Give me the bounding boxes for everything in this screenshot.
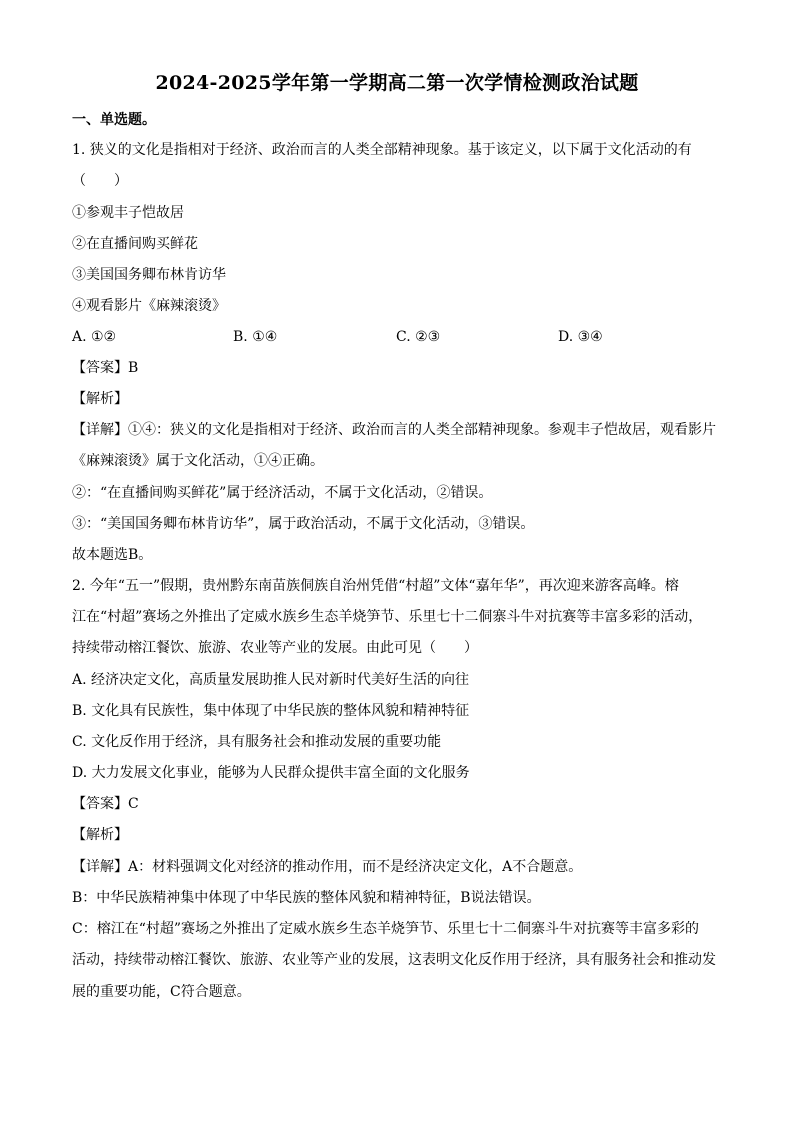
q2-option-c: C. 文化反作用于经济，具有服务社会和推动发展的重要功能 [72, 734, 442, 750]
q2-detail-line-1: 【详解】A：材料强调文化对经济的推动作用，而不是经济决定文化，A不合题意。 [72, 859, 583, 875]
q2-stem-line-3: 持续带动榕江餐饮、旅游、农业等产业的发展。由此可见（ ） [72, 640, 478, 656]
q1-item-1: ①参观丰子恺故居 [72, 205, 184, 221]
q2-option-d: D. 大力发展文化事业，能够为人民群众提供丰富全面的文化服务 [72, 765, 470, 781]
q2-detail-line-4: 活动，持续带动榕江餐饮、旅游、农业等产业的发展，这表明文化反作用于经济，具有服务社会和推动发 [72, 952, 716, 968]
q1-stem-line-2: （ ） [72, 173, 128, 189]
q2-stem-line-1: 2. 今年“五一”假期，贵州黔东南苗族侗族自治州凭借“村超”文体“嘉年华”，再次迎来游客高峰。榕 [72, 578, 679, 594]
q2-detail-line-3: C：榕江在“村超”赛场之外推出了定威水族乡生态羊烧笋节、乐里七十二侗寨斗牛对抗赛等丰富多彩的 [72, 921, 700, 937]
q2-detail-line-5: 展的重要功能，C符合题意。 [72, 984, 251, 1000]
q1-item-3: ③美国国务卿布林肯访华 [72, 267, 226, 283]
q2-detail-line-2: B：中华民族精神集中体现了中华民族的整体风貌和精神特征，B说法错误。 [72, 890, 541, 906]
q1-option-c: C. ②③ [396, 329, 441, 345]
q1-option-d: D. ③④ [558, 329, 603, 345]
q1-detail-line-3: ②：“在直播间购买鲜花”属于经济活动，不属于文化活动，②错误。 [72, 485, 493, 501]
q1-answer: 【答案】B [72, 360, 139, 376]
q1-detail-line-1: 【详解】①④：狭义的文化是指相对于经济、政治而言的人类全部精神现象。参观丰子恺故居，观看影片 [72, 422, 716, 438]
q1-item-4: ④观看影片《麻辣滚烫》 [72, 298, 226, 314]
q1-item-2: ②在直播间购买鲜花 [72, 236, 198, 252]
page-title: 2024-2025学年第一学期高二第一次学情检测政治试题 [155, 72, 639, 94]
q2-stem-line-2: 江在“村超”赛场之外推出了定威水族乡生态羊烧笋节、乐里七十二侗寨斗牛对抗赛等丰富多彩的活动， [72, 609, 703, 625]
q1-conclusion: 故本题选B。 [72, 547, 153, 563]
q1-analysis-label: 【解析】 [72, 391, 128, 407]
section-heading: 一、单选题。 [72, 112, 156, 128]
q1-stem-line-1: 1. 狭义的文化是指相对于经济、政治而言的人类全部精神现象。基于该定义，以下属于文化活动的有 [72, 142, 692, 158]
q1-option-b: B. ①④ [233, 329, 278, 345]
q2-analysis-label: 【解析】 [72, 827, 128, 843]
q2-option-b: B. 文化具有民族性，集中体现了中华民族的整体风貌和精神特征 [72, 703, 470, 719]
q2-answer: 【答案】C [72, 796, 139, 812]
q2-option-a: A. 经济决定文化，高质量发展助推人民对新时代美好生活的向往 [72, 672, 470, 688]
q1-option-a: A. ①② [72, 329, 117, 345]
q1-detail-line-4: ③：“美国国务卿布林肯访华”，属于政治活动，不属于文化活动，③错误。 [72, 516, 535, 532]
q1-detail-line-2: 《麻辣滚烫》属于文化活动，①④正确。 [72, 453, 324, 469]
